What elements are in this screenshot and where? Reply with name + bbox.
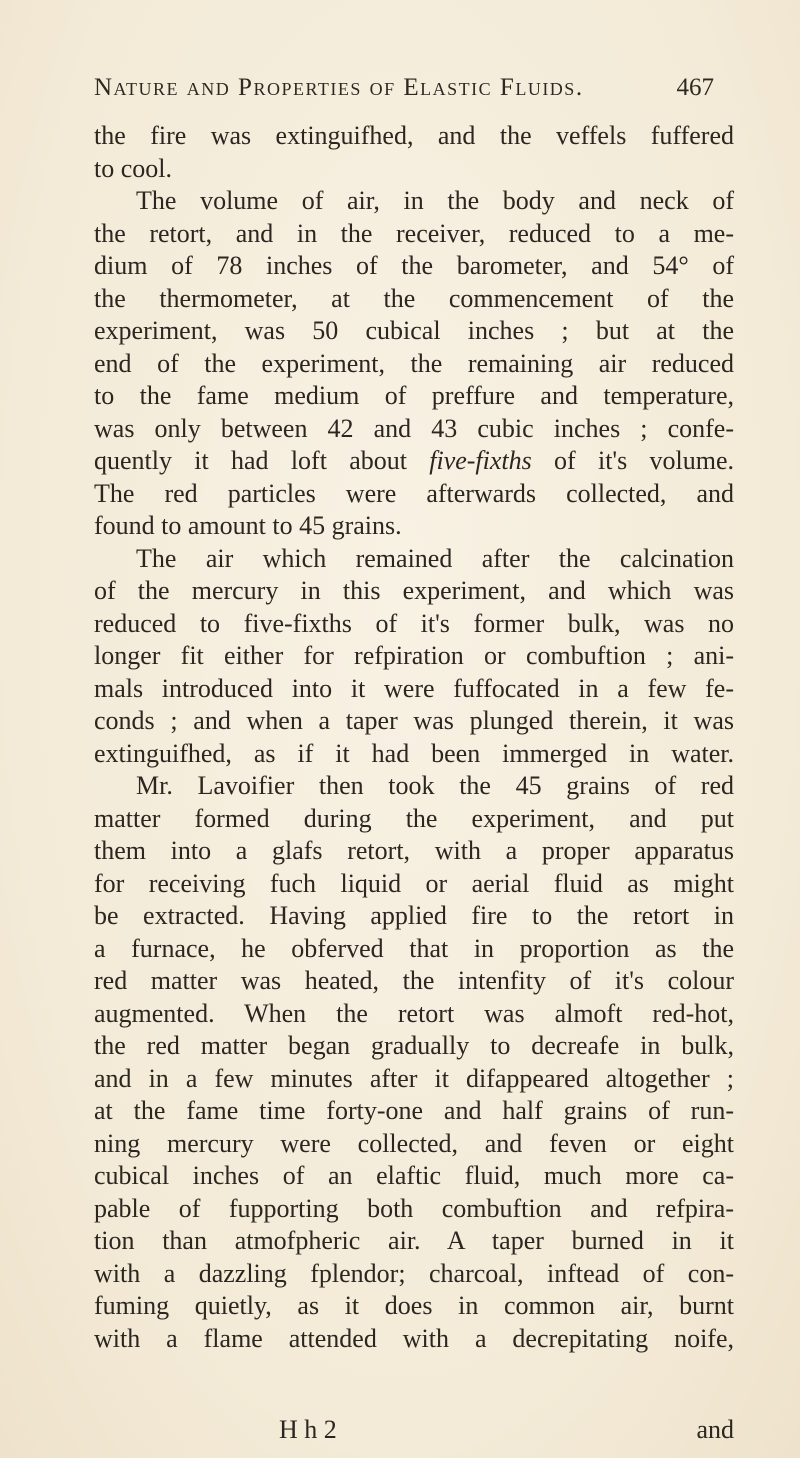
- text-line: cubical inches of an elaftic fluid, much more ca-: [94, 1161, 734, 1190]
- italic-phrase: five-fixths: [429, 446, 532, 475]
- text-line: fuming quietly, as it does in common air, burnt: [94, 1291, 734, 1320]
- running-head: [94, 74, 714, 114]
- text-line: and in a few minutes after it difappeared altogether ;: [94, 1063, 734, 1093]
- text-line: the thermometer, at the commencement of the: [94, 283, 734, 313]
- paragraph-start-line: Mr. Lavoifier then took the 45 grains of red: [136, 771, 734, 800]
- text-line: found to amount to 45 grains.: [94, 511, 402, 540]
- page-number: 467: [676, 74, 714, 101]
- text-line-with-italic: [94, 445, 734, 478]
- text-line: to the fame medium of preffure and temperature,: [94, 381, 734, 410]
- text-line: The red particles were afterwards collected, and: [94, 478, 734, 508]
- text-line: reduced to five-fixths of it's former bulk, was no: [94, 608, 734, 638]
- text-segment: of it's volume.: [554, 446, 735, 475]
- text-line: end of the experiment, the remaining air reduced: [94, 348, 734, 378]
- text-line: the retort, and in the receiver, reduced to a me-: [94, 218, 734, 248]
- page-footer: [94, 1415, 734, 1447]
- text-line: was only between 42 and 43 cubic inches ; confe-: [94, 413, 734, 443]
- text-line: tion than atmofpheric air. A taper burned in it: [94, 1226, 734, 1255]
- text-line: matter formed during the experiment, and put: [94, 803, 734, 833]
- text-line: them into a glafs retort, with a proper apparatus: [94, 836, 734, 865]
- text-line: conds ; and when a taper was plunged therein, it was: [94, 706, 734, 735]
- text-line: with a flame attended with a decrepitating noife,: [94, 1323, 734, 1353]
- text-line: experiment, was 50 cubical inches ; but at the: [94, 316, 734, 345]
- text-line: to cool.: [94, 153, 172, 183]
- text-line: pable of fupporting both combuftion and refpira-: [94, 1193, 734, 1223]
- text-line: longer fit either for refpiration or combuftion ; ani-: [94, 641, 734, 670]
- text-line: be extracted. Having applied fire to the retort in: [94, 901, 734, 930]
- text-line: a furnace, he obferved that in proportion as the: [94, 933, 734, 963]
- text-line: extinguifhed, as if it had been immerged in water.: [94, 738, 734, 768]
- body-text: [94, 120, 734, 1355]
- text-line: dium of 78 inches of the barometer, and 54° of: [94, 251, 734, 280]
- paragraph-start-line: The volume of air, in the body and neck of: [136, 186, 734, 215]
- signature-mark: H h 2: [279, 1415, 337, 1444]
- text-line: ning mercury were collected, and feven or eight: [94, 1128, 734, 1158]
- text-segment: quently it had loft about: [94, 446, 407, 475]
- text-line: red matter was heated, the intenfity of it's colour: [94, 966, 734, 995]
- text-line: at the fame time forty-one and half grains of run-: [94, 1096, 734, 1125]
- catchword: and: [696, 1415, 734, 1444]
- running-head-title: Nature and Properties of Elastic Fluids.: [94, 74, 584, 101]
- text-line: the red matter began gradually to decreafe in bulk,: [94, 1031, 734, 1060]
- text-line: mals introduced into it were fuffocated in a few fe-: [94, 673, 734, 703]
- text-line: the fire was extinguifhed, and the veffels fuffered: [94, 121, 734, 150]
- paragraph-start-line: The air which remained after the calcination: [136, 543, 734, 573]
- text-line: for receiving fuch liquid or aerial fluid as might: [94, 868, 734, 898]
- text-line: augmented. When the retort was almoft red-hot,: [94, 998, 734, 1028]
- text-line: with a dazzling fplendor; charcoal, inftead of con-: [94, 1258, 734, 1288]
- text-line: of the mercury in this experiment, and which was: [94, 576, 734, 605]
